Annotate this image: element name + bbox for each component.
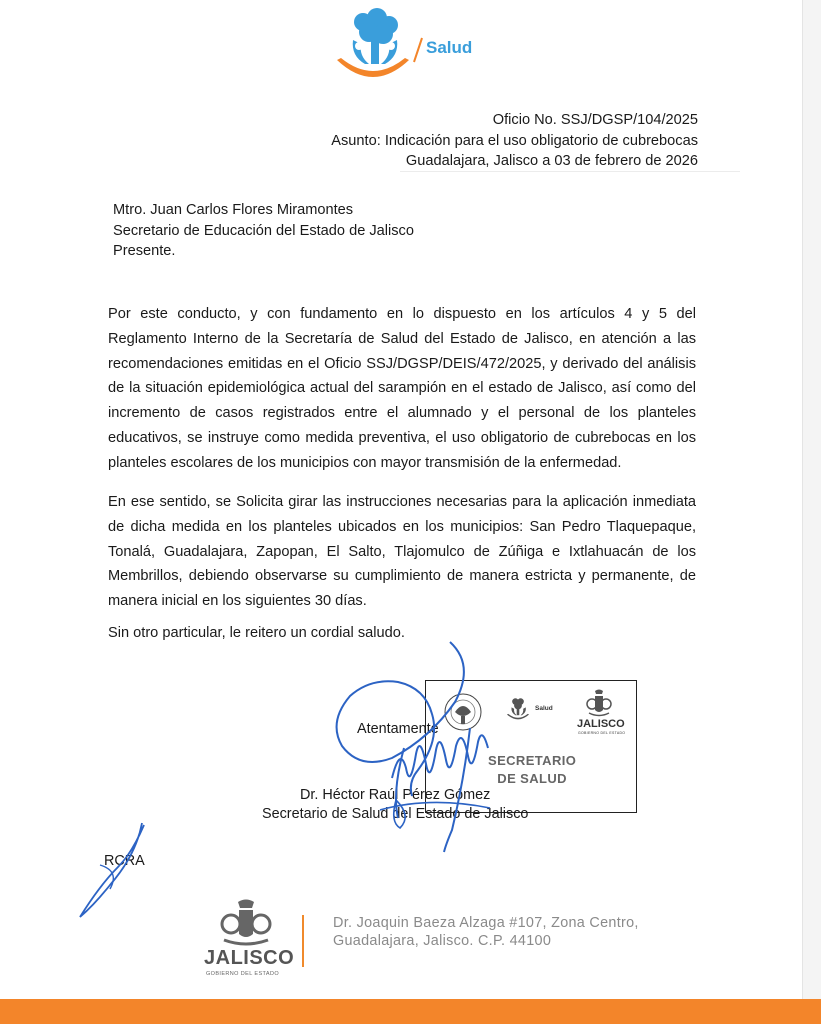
signer-name: Dr. Héctor Raúl Pérez Gómez (300, 787, 491, 803)
stamp-jalisco-emblem-icon (584, 688, 614, 718)
stamp-line-2: DE SALUD (497, 771, 567, 786)
footer-divider (302, 915, 304, 967)
signer-title: Secretario de Salud del Estado de Jalisco (262, 806, 529, 822)
footer-jalisco-emblem-icon (216, 898, 276, 946)
footer-jalisco-label: JALISCO (204, 947, 295, 969)
body-paragraph-3: Sin otro particular, le reitero un cordial saludo. (108, 625, 405, 641)
recipient-name: Mtro. Juan Carlos Flores Miramontes (113, 202, 354, 218)
stamp-office-title (488, 752, 576, 788)
stamp-salud-logo-icon (505, 697, 531, 723)
recipient-block (113, 200, 414, 262)
initials-signature-icon (70, 815, 160, 925)
page-edge-line (802, 0, 803, 1000)
footer-address (333, 915, 639, 950)
footer-jalisco-sub: GOBIERNO DEL ESTADO (206, 971, 280, 977)
page-edge-shadow (803, 0, 821, 1000)
logo-slash-icon (411, 37, 425, 63)
salud-tree-logo-icon (333, 8, 413, 88)
oficio-number: Oficio No. SSJ/DGSP/104/2025 (492, 112, 698, 128)
asunto-line: Asunto: Indicación para el uso obligatorio de cubrebocas (331, 132, 698, 149)
recipient-greeting: Presente. (113, 243, 176, 259)
footer-address-line-2: Guadalajara, Jalisco. C.P. 44100 (333, 932, 552, 949)
body-paragraph-2: En ese sentido, se Solicita girar las instrucciones necesarias para la aplicación inmediata de dicha medida en los planteles ubicados en los municipios: San Pedro Tlaquepaque, Tonalá, Guadalajara, Zapopan, El Salto, Tlajomulco de Zúñiga e Ixtlahuacán de los Membrillos, debiendo observarse su cumplimiento de manera estricta y permanente, de manera inicial en los siguientes 30 días. (108, 494, 696, 610)
footer-orange-bar (0, 999, 821, 1024)
recipient-title: Secretario de Educación del Estado de Jalisco (113, 222, 414, 239)
stamp-line-1: SECRETARIO (488, 753, 577, 768)
mexico-coat-of-arms-icon (443, 690, 483, 734)
place-date: Guadalajara, Jalisco a 03 de febrero de 2026 (405, 153, 698, 169)
typist-initials: RCRA (104, 853, 145, 869)
salud-brand-label: Salud (426, 38, 473, 57)
header-rule (400, 171, 740, 172)
stamp-jalisco-label: JALISCO (577, 718, 625, 730)
stamp-salud-label: Salud (535, 705, 553, 712)
footer-address-line-1: Dr. Joaquin Baeza Alzaga #107, Zona Centro, (333, 915, 639, 931)
reference-block (331, 110, 698, 172)
stamp-jalisco-sub: GOBIERNO DEL ESTADO (578, 731, 626, 735)
valediction: Atentamente (357, 721, 439, 737)
body-paragraph-1: Por este conducto, y con fundamento en lo dispuesto en los artículos 4 y 5 del Reglamento Interno de la Secretaría de Salud del Estado de Jalisco, en atención a las recomendaciones emitidas en el Oficio SSJ/DGSP/DEIS/472/2025, y derivado del análisis de la situación epidemiológica actual del sarampión en el estado de Jalisco, así como del incremento de casos registrados entre el alumnado y el personal de los planteles educativos, se instruye como medida preventiva, el uso obligatorio de cubrebocas en los planteles escolares de los municipios con mayor transmisión de la enfermedad. (108, 306, 696, 471)
